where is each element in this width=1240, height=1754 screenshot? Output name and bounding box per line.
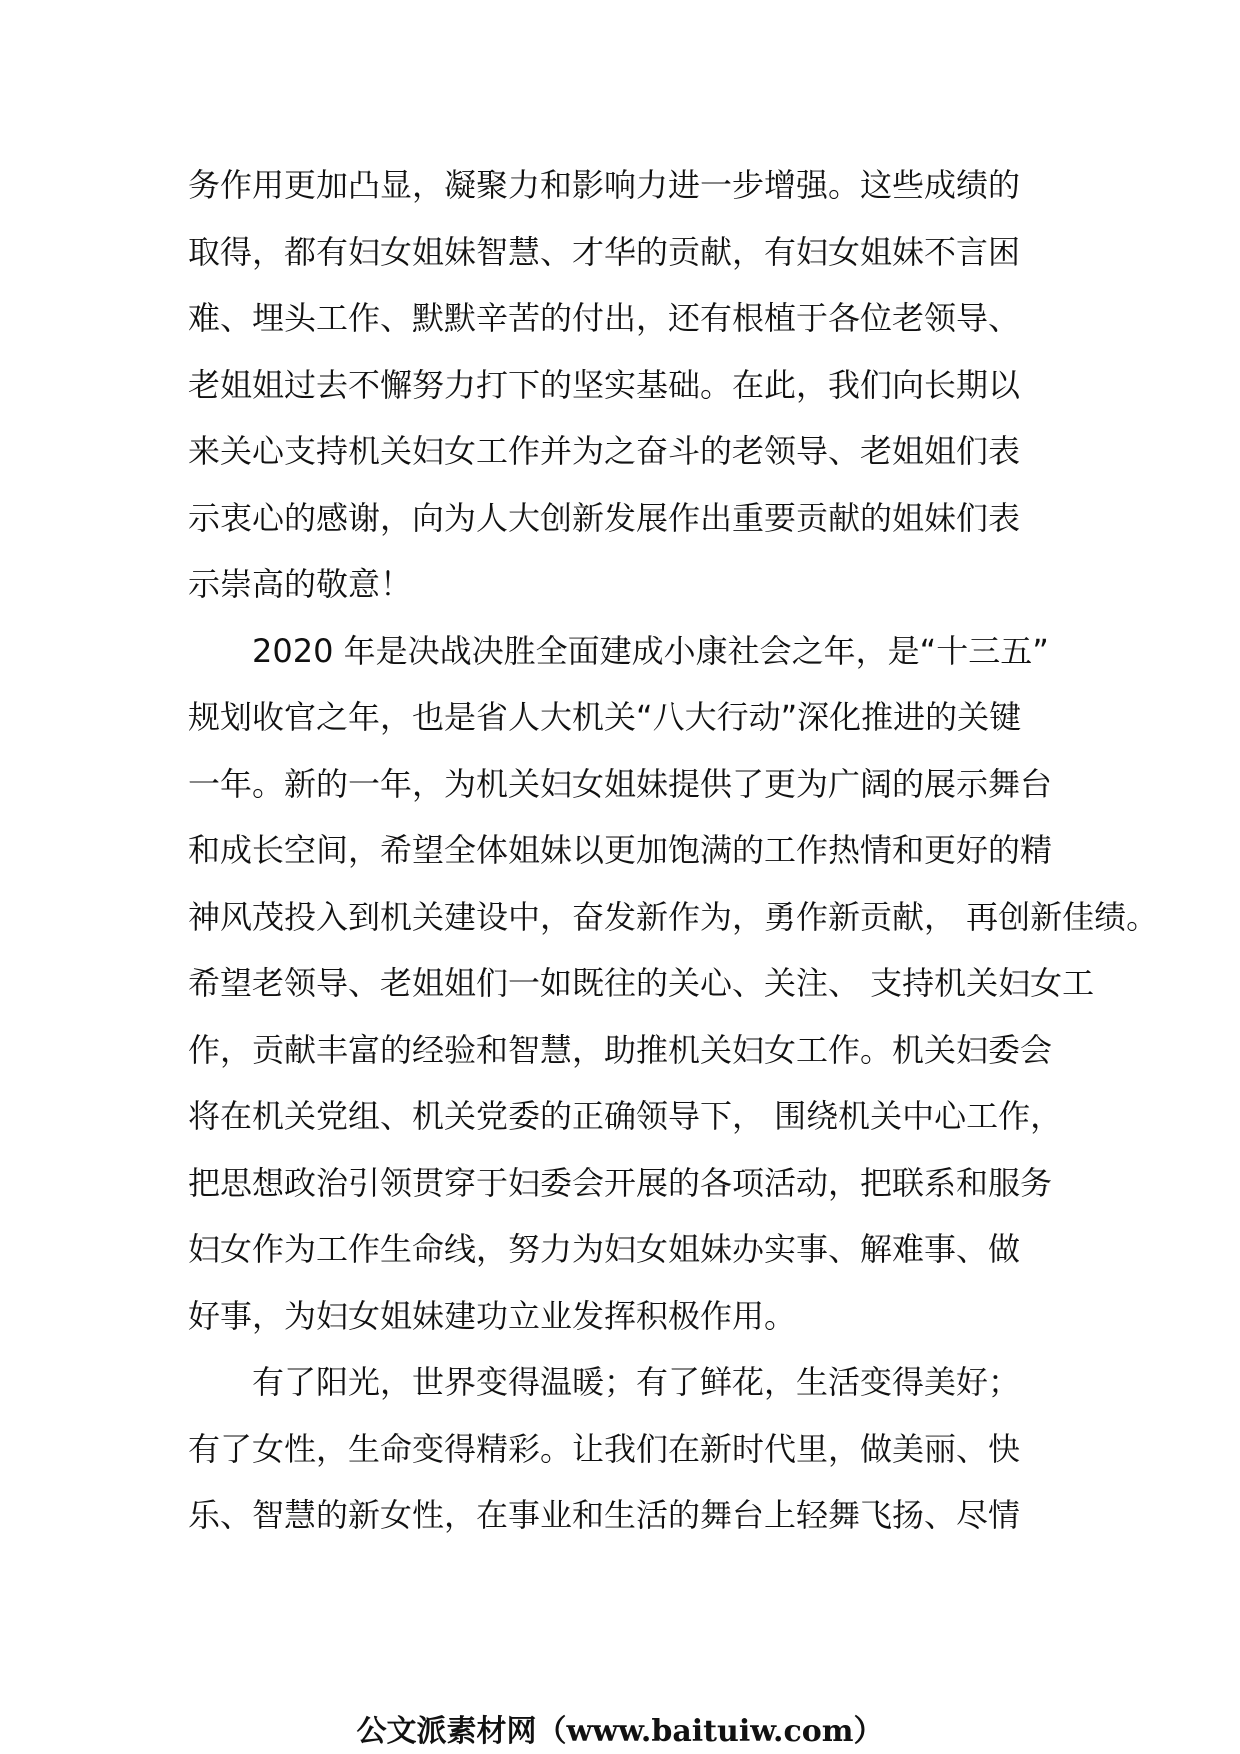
text-line: 有了女性，生命变得精彩。让我们在新时代里，做美丽、快 — [188, 1429, 1021, 1468]
paragraph-start-line: 2020 年是决战决胜全面建成小康社会之年，是“十三五” — [252, 631, 1049, 670]
text-line: 好事，为妇女姐妹建功立业发挥积极作用。 — [188, 1296, 797, 1335]
text-line: 乐、智慧的新女性，在事业和生活的舞台上轻舞飞扬、尽情 — [188, 1496, 1021, 1534]
body-text — [188, 152, 1159, 1549]
text-line: 取得，都有妇女姐妹智慧、才华的贡献，有妇女姐妹不言困 — [188, 232, 1021, 271]
text-line: 神风茂投入到机关建设中，奋发新作为，勇作新贡献， 再创新佳绩。 — [188, 897, 1159, 936]
text-line: 把思想政治引领贯穿于妇委会开展的各项活动，把联系和服务 — [188, 1163, 1053, 1202]
text-line: 作，贡献丰富的经验和智慧，助推机关妇女工作。机关妇委会 — [188, 1030, 1053, 1069]
text-line: 务作用更加凸显，凝聚力和影响力进一步增强。这些成绩的 — [188, 166, 1021, 204]
text-line: 难、埋头工作、默默辛苦的付出，还有根植于各位老领导、 — [188, 299, 1021, 337]
text-line: 示崇高的敬意！ — [188, 565, 413, 603]
text-line: 和成长空间，希望全体姐妹以更加饱满的工作热情和更好的精 — [188, 831, 1053, 869]
text-line: 老姐姐过去不懈努力打下的坚实基础。在此，我们向长期以 — [188, 365, 1021, 404]
text-line: 来关心支持机关妇女工作并为之奋斗的老领导、老姐姐们表 — [188, 432, 1021, 470]
text-line: 妇女作为工作生命线，努力为妇女姐妹办实事、解难事、做 — [188, 1230, 1021, 1268]
text-line: 一年。新的一年，为机关妇女姐妹提供了更为广阔的展示舞台 — [188, 764, 1053, 803]
footer-watermark: 公文派素材网（www.baituiw.com） — [356, 1714, 884, 1749]
text-line: 希望老领导、老姐姐们一如既往的关心、关注、 支持机关妇女工 — [188, 964, 1095, 1002]
text-line: 规划收官之年，也是省人大机关“八大行动”深化推进的关键 — [188, 698, 1022, 736]
text-line: 示衷心的感谢，向为人大创新发展作出重要贡献的姐妹们表 — [188, 498, 1021, 537]
paragraph-start-line: 有了阳光，世界变得温暖；有了鲜花，生活变得美好； — [252, 1363, 1021, 1401]
text-line: 将在机关党组、机关党委的正确领导下， 围绕机关中心工作， — [188, 1097, 1063, 1135]
